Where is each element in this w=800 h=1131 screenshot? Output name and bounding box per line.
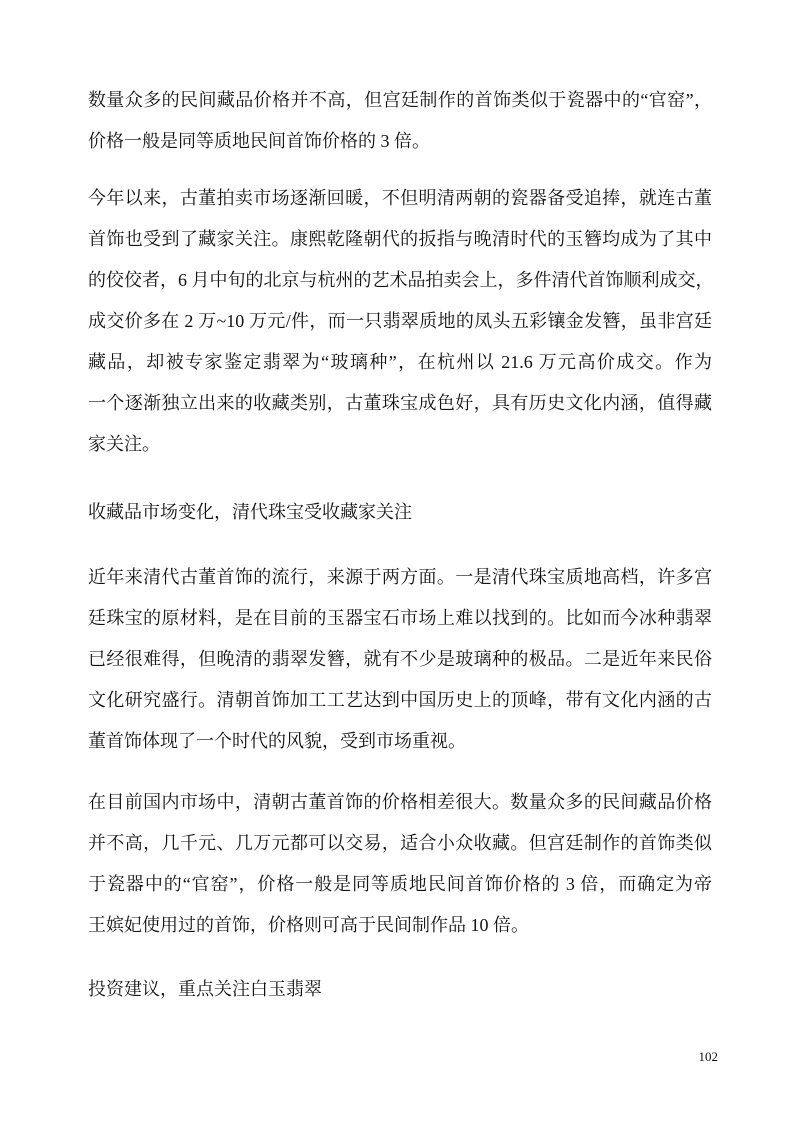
text-line: 于瓷器中的“官窑”，价格一般是同等质地民间首饰价格的 3 倍，而确定为帝 — [88, 874, 712, 894]
text-line: 今年以来，古董拍卖市场逐渐回暖，不但明清两朝的瓷器备受追捧，就连古董 — [88, 188, 712, 208]
text-line: 并不高，几千元、几万元都可以交易，适合小众收藏。但宫廷制作的首饰类似 — [88, 833, 712, 853]
text-line: 一个逐渐独立出来的收藏类别，古董珠宝成色好，具有历史文化内涵，值得藏 — [88, 393, 712, 413]
section-heading-text: 收藏品市场变化，清代珠宝受收藏家关注 — [88, 502, 412, 522]
text-line: 近年来清代古董首饰的流行，来源于两方面。一是清代珠宝质地高档，许多宫 — [88, 567, 712, 587]
text-line: 的佼佼者，6 月中旬的北京与杭州的艺术品拍卖会上，多件清代首饰顺利成交， — [88, 270, 714, 290]
text-line: 董首饰体现了一个时代的风貌，受到市场重视。 — [88, 731, 466, 751]
paragraph — [88, 557, 712, 762]
section-heading-text: 投资建议，重点关注白玉翡翠 — [88, 979, 322, 999]
text-line: 已经很难得，但晚清的翡翠发簪，就有不少是玻璃种的极品。二是近年来民俗 — [88, 649, 712, 669]
text-line: 文化研究盛行。清朝首饰加工工艺达到中国历史上的顶峰，带有文化内涵的古 — [88, 690, 712, 710]
text-line: 在目前国内市场中，清朝古董首饰的价格相差很大。数量众多的民间藏品价格 — [88, 792, 712, 812]
text-line: 廷珠宝的原材料，是在目前的玉器宝石市场上难以找到的。比如而今冰种翡翠 — [88, 608, 712, 628]
section-heading — [88, 969, 712, 1010]
paragraph — [88, 80, 712, 162]
text-line: 首饰也受到了藏家关注。康熙乾隆朝代的扳指与晚清时代的玉簪均成为了其中 — [88, 229, 712, 249]
text-line: 王嫔妃使用过的首饰，价格则可高于民间制作品 10 倍。 — [88, 915, 529, 935]
section-heading — [88, 492, 712, 533]
paragraph — [88, 178, 712, 465]
text-line: 藏品，却被专家鉴定翡翠为“玻璃种”，在杭州以 21.6 万元高价成交。作为 — [88, 352, 712, 372]
paragraph — [88, 782, 712, 946]
page-number: 102 — [698, 1049, 718, 1064]
text-line: 价格一般是同等质地民间首饰价格的 3 倍。 — [88, 131, 430, 151]
text-line: 家关注。 — [88, 434, 160, 454]
text-line: 数量众多的民间藏品价格并不高，但宫廷制作的首饰类似于瓷器中的“官窑”， — [88, 90, 712, 110]
text-line: 成交价多在 2 万~10 万元/件，而一只翡翠质地的凤头五彩镶金发簪，虽非宫廷 — [88, 311, 712, 331]
